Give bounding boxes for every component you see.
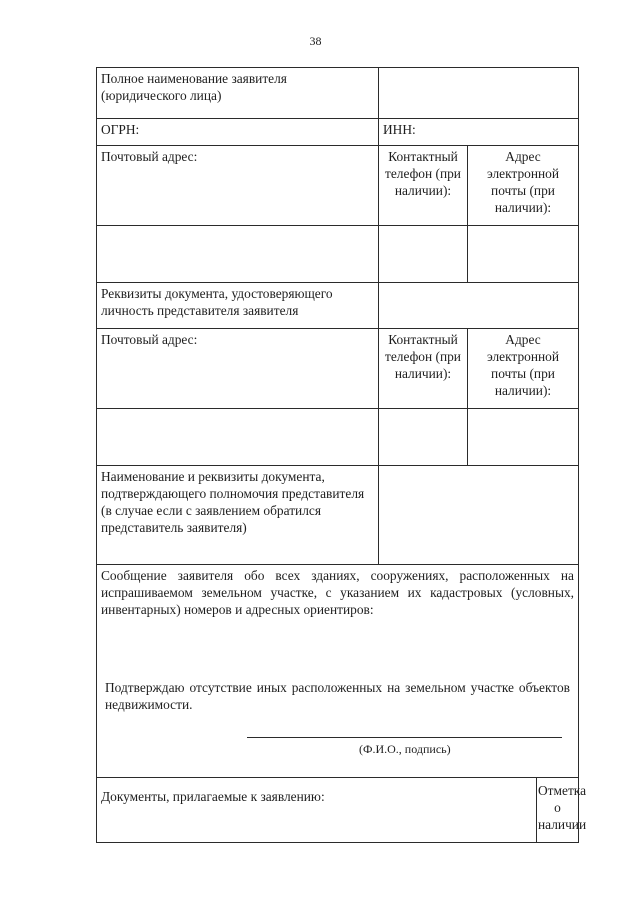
contact-phone-label-1: Контактный телефон (при наличии): — [379, 146, 468, 226]
authority-doc-note: (в случае если с заявлением обратился представитель заявителя) — [101, 503, 321, 535]
signature-caption: (Ф.И.О., подпись) — [359, 742, 451, 756]
contact-values-row-1 — [97, 226, 579, 283]
representative-id-label: Реквизиты документа, удостоверяющего личность представителя заявителя — [97, 283, 379, 329]
signature-line[interactable] — [247, 737, 562, 738]
authority-doc-row — [97, 466, 579, 565]
applicant-name-label: Полное наименование заявителя (юридического лица) — [97, 68, 379, 119]
postal-address-label-2: Почтовый адрес: — [97, 329, 379, 409]
applicant-name-value-cell[interactable] — [379, 68, 579, 119]
email-value-2[interactable] — [468, 409, 579, 466]
authority-doc-title: Наименование и реквизиты документа, подтверждающего полномочия представителя — [101, 469, 365, 501]
contact-phone-value-1[interactable] — [379, 226, 468, 283]
inn-label[interactable]: ИНН: — [379, 119, 579, 146]
ogrn-label[interactable]: ОГРН: — [97, 119, 379, 146]
email-label-1: Адрес электронной почты (при наличии): — [468, 146, 579, 226]
attached-docs-label: Документы, прилагаемые к заявлению: — [97, 778, 537, 843]
authority-doc-label — [97, 466, 379, 565]
postal-address-value-1[interactable] — [97, 226, 379, 283]
buildings-message-row — [97, 565, 579, 778]
representative-id-row — [97, 283, 579, 329]
postal-address-value-2[interactable] — [97, 409, 379, 466]
application-form-table — [96, 67, 587, 843]
buildings-message-text: Сообщение заявителя обо всех зданиях, сооружениях, расположенных на испрашиваемом земельном участке, с указанием их кадастровых (условных, инвентарных) номеров и адресных ориентиров: — [101, 568, 574, 617]
presence-mark-label: Отметка о наличии — [537, 778, 579, 843]
confirm-absence-text: Подтверждаю отсутствие иных расположенных на земельном участке объектов недвижимости. — [105, 680, 570, 712]
contact-phone-label-2: Контактный телефон (при наличии): — [379, 329, 468, 409]
contact-values-row-2 — [97, 409, 579, 466]
email-value-1[interactable] — [468, 226, 579, 283]
postal-address-row-1 — [97, 146, 579, 226]
ogrn-inn-row — [97, 119, 579, 146]
representative-id-value-cell[interactable] — [379, 283, 579, 329]
buildings-message-cell[interactable] — [97, 565, 579, 778]
attached-docs-row — [97, 778, 579, 843]
email-label-2: Адрес электронной почты (при наличии): — [468, 329, 579, 409]
page-number: 38 — [309, 34, 322, 48]
applicant-name-row — [97, 68, 579, 119]
contact-phone-value-2[interactable] — [379, 409, 468, 466]
postal-address-row-2 — [97, 329, 579, 409]
authority-doc-value-cell[interactable] — [379, 466, 579, 565]
postal-address-label-1: Почтовый адрес: — [97, 146, 379, 226]
